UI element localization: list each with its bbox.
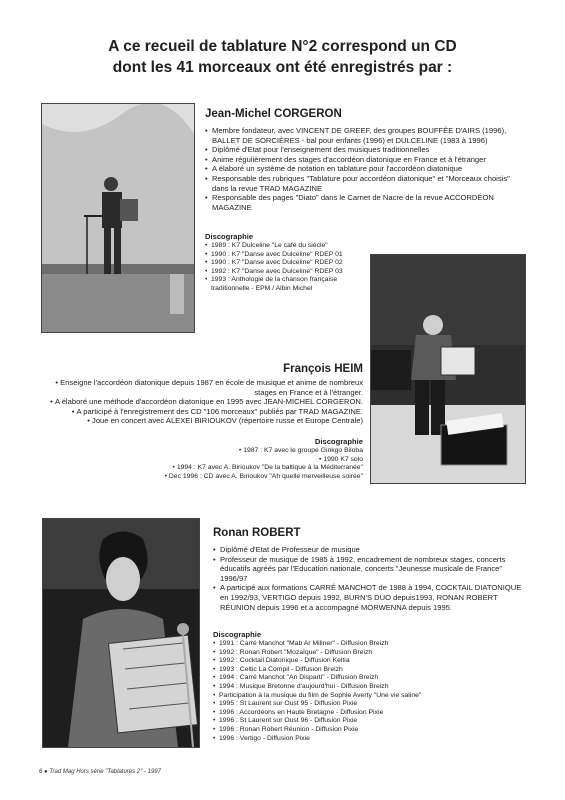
list-item: • A élaboré un système de notation en tablature pour l'accordéon diatonique xyxy=(205,164,525,174)
list-item: • Membre fondateur, avec VINCENT DE GREEF, des groupes BOUFFÉE D'AIRS (1996), BALLET DE SORCIÈRES - bal pour enfants (1996) et DULCELINE (1983 à 1996) xyxy=(205,126,525,145)
list-item: • A participé à l'enregistrement des CD "106 morceaux" publiés par TRAD MAGAZINE. xyxy=(33,407,363,417)
list-item: • 1992 : Cocktail Diatonique - Diffusion Keltia xyxy=(213,657,513,666)
list-item: • Joue en concert avec ALEXEI BIRIOUKOV (répertoire russe et Europe Centrale) xyxy=(33,416,363,426)
page-number: 6 xyxy=(39,769,43,775)
list-item: • A participé aux formations CARRÉ MANCHOT de 1988 à 1994, COCKTAIL DIATONIQUE en 1992/93, VERTIGO depuis 1992, BURN'S DUO depuis1993, RONAN ROBERT RÉUNION depuis 1996 et a accompagné MORWENNA depuis 1995. xyxy=(213,583,525,612)
list-item: • Enseigne l'accordéon diatonique depuis 1987 en école de musique et anime de nombreux stages en France et à l'étranger. xyxy=(33,378,363,397)
list-item: • 1994 : Carré Manchot "An Disparti" - Diffusion Breizh xyxy=(213,674,513,683)
footer-text: Trad Mag Hors série "Tablatures 2" - 1997 xyxy=(49,769,161,775)
list-item: • Diplômé d'Etat pour l'enseignement des musiques traditionnelles xyxy=(205,145,525,155)
bio-list-robert xyxy=(213,545,525,612)
list-item: • 1990 : K7 "Danse avec Dulceline" RDEP 02 xyxy=(205,259,365,268)
discography-list-robert xyxy=(213,640,513,743)
discography-heading-corgeron: Discographie xyxy=(205,232,254,241)
list-item: • Professeur de musique de 1985 à 1992, encadrement de nombreux stages, concerts éducatifs agréés par l'Education nationale, concerts "Jeunesse musicale de France" 1996/97 xyxy=(213,555,525,584)
list-item: • Anime régulièrement des stages d'accordéon diatonique en France et à l'étranger xyxy=(205,155,525,165)
name-francois-heim: François HEIM xyxy=(283,363,363,375)
page-title xyxy=(0,36,565,78)
list-item: • 1991 : Carré Manchot "Mab Ar Miliner" - Diffusion Breizh xyxy=(213,640,513,649)
discography-list-heim xyxy=(103,447,363,481)
name-ronan-robert: Ronan ROBERT xyxy=(213,527,301,539)
list-item: • 1995 : St Laurent sur Oust 95 - Diffusion Pixie xyxy=(213,700,513,709)
list-item: • 1987 : K7 avec le groupe Ginkgo Biloba xyxy=(103,447,363,456)
list-item: • 1994 : Musique Bretonne d'aujourd'hui - Diffusion Breizh xyxy=(213,683,513,692)
photo-francois-heim xyxy=(370,254,526,484)
bullet-icon: ● xyxy=(44,769,48,775)
list-item: • Participation à la musique du film de Sophie Averty "Une vie saline" xyxy=(213,692,513,701)
discography-list-corgeron xyxy=(205,242,365,294)
list-item: • 1996 : St Laurent sur Oust 96 - Diffusion Pixie xyxy=(213,717,513,726)
list-item: • Responsable des rubriques "Tablature pour accordéon diatonique" et "Morceaux choisis" dans la revue TRAD MAGAZINE xyxy=(205,174,525,193)
list-item: • 1992 : Ronan Robert "Mozaïque" - Diffusion Breizh xyxy=(213,649,513,658)
list-item: • Diplômé d'Etat de Professeur de musique xyxy=(213,545,525,555)
list-item: • 1992 : K7 "Danse avec Dulceline" RDEP 03 xyxy=(205,268,365,277)
discography-heading-robert: Discographie xyxy=(213,630,262,639)
title-line-1: A ce recueil de tablature N°2 correspond un CD xyxy=(108,38,457,55)
bio-list-corgeron xyxy=(205,126,525,212)
list-item: • 1993 : Anthologie de la chanson française traditionnelle - EPM / Albin Michel xyxy=(205,276,365,293)
list-item: • 1990 K7 solo xyxy=(103,456,363,465)
list-item: • 1996 : Vertigo - Diffusion Pixie xyxy=(213,735,513,744)
list-item: • Déc 1996 : CD avec A. Birioukov "Ah quelle merveilleuse soirée" xyxy=(103,473,363,482)
list-item: • A élaboré une méthode d'accordéon diatonique en 1995 avec JEAN-MICHEL CORGERON. xyxy=(33,397,363,407)
list-item: • 1990 : K7 "Danse avec Dulceline" RDEP 01 xyxy=(205,251,365,260)
discography-heading-heim: Discographie xyxy=(314,437,363,446)
list-item: • Responsable des pages "Diato" dans le Carnet de Nacre de la revue ACCORDÉON MAGAZINE xyxy=(205,193,525,212)
list-item: • 1993 : Celtic La Compil - Diffusion Breizh xyxy=(213,666,513,675)
name-jean-michel-corgeron: Jean-Michel CORGERON xyxy=(205,108,342,120)
bio-list-heim xyxy=(33,378,363,426)
photo-ronan-robert xyxy=(42,518,200,748)
photo-jean-michel-corgeron xyxy=(41,103,195,333)
list-item: • 1994 : K7 avec A. Birioukov "De la baltique à la Méditerranée" xyxy=(103,464,363,473)
list-item: • 1996 : Accordéons en Haute Bretagne - Diffusion Pixie xyxy=(213,709,513,718)
list-item: • 1996 : Ronan Robert Réunion - Diffusion Pixie xyxy=(213,726,513,735)
title-line-2: dont les 41 morceaux ont été enregistrés par : xyxy=(112,59,453,76)
list-item: • 1989 : K7 Dulceline "Le café du siècle" xyxy=(205,242,365,251)
page-footer xyxy=(39,769,161,775)
